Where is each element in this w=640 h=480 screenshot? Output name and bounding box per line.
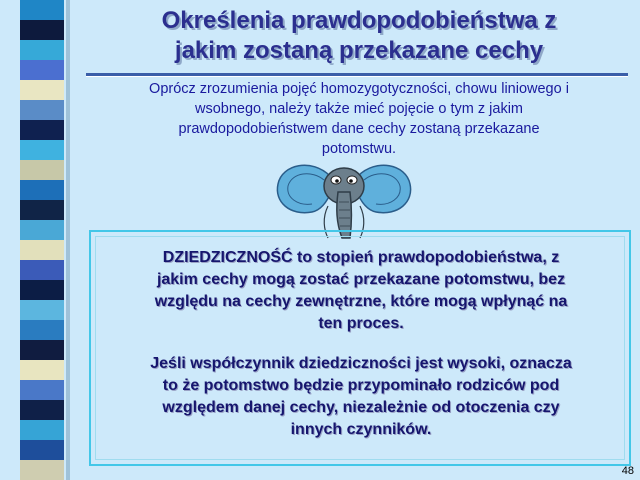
stripe-block xyxy=(20,460,64,480)
definition-line-2: jakim cechy mogą zostać przekazane potomstwu, bez xyxy=(156,271,566,288)
elephant-icon xyxy=(272,156,416,240)
title-line-2: jakim zostaną przekazane cechy xyxy=(174,37,544,64)
stripe-block xyxy=(20,220,64,240)
explanation-line-1: Jeśli współczynnik dziedziczności jest wysoki, oznacza xyxy=(150,355,572,372)
stripe-block xyxy=(20,180,64,200)
stripe-block xyxy=(20,340,64,360)
stripe-block xyxy=(20,20,64,40)
heritability-definition xyxy=(121,247,601,335)
stripe-block xyxy=(20,320,64,340)
stripe-block xyxy=(20,440,64,460)
intro-text xyxy=(86,79,632,159)
intro-line-3: prawdopodobieństwem dane cechy zostaną przekazane xyxy=(178,121,540,137)
decorative-stripe xyxy=(20,0,66,480)
page-number: 48 xyxy=(621,465,634,477)
stripe-block xyxy=(20,120,64,140)
stripe-block xyxy=(20,160,64,180)
title-divider xyxy=(86,73,628,77)
definition-box xyxy=(89,230,631,466)
explanation-line-2: to że potomstwo będzie przypominało rodziców pod xyxy=(162,377,560,394)
definition-line-1: DZIEDZICZNOŚĆ to stopień prawdopodobieństwa, z xyxy=(162,249,560,266)
stripe-block xyxy=(20,360,64,380)
explanation-line-4: innych czynników. xyxy=(290,421,432,438)
stripe-block xyxy=(20,40,64,60)
slide-title xyxy=(86,6,632,66)
explanation-line-3: względem danej cechy, niezależnie od otoczenia czy xyxy=(162,399,560,416)
stripe-shadow xyxy=(66,0,70,480)
heritability-explanation xyxy=(121,353,601,441)
stripe-block xyxy=(20,100,64,120)
intro-line-1: Oprócz zrozumienia pojęć homozygotyczności, chowu liniowego i xyxy=(149,81,569,97)
stripe-block xyxy=(20,0,64,20)
definition-line-3: względu na cechy zewnętrzne, które mogą wpłynąć na xyxy=(154,293,568,310)
intro-line-2: wsobnego, należy także mieć pojęcie o tym z jakim xyxy=(194,101,523,117)
definition-line-4: ten proces. xyxy=(318,315,404,332)
stripe-block xyxy=(20,420,64,440)
stripe-block xyxy=(20,380,64,400)
stripe-block xyxy=(20,60,64,80)
stripe-block xyxy=(20,240,64,260)
intro-line-4: potomstwu. xyxy=(321,141,397,157)
stripe-block xyxy=(20,400,64,420)
stripe-block xyxy=(20,280,64,300)
stripe-block xyxy=(20,140,64,160)
stripe-block xyxy=(20,260,64,280)
title-line-1: Określenia prawdopodobieństwa z xyxy=(161,7,557,34)
stripe-block xyxy=(20,80,64,100)
stripe-block xyxy=(20,200,64,220)
stripe-block xyxy=(20,300,64,320)
